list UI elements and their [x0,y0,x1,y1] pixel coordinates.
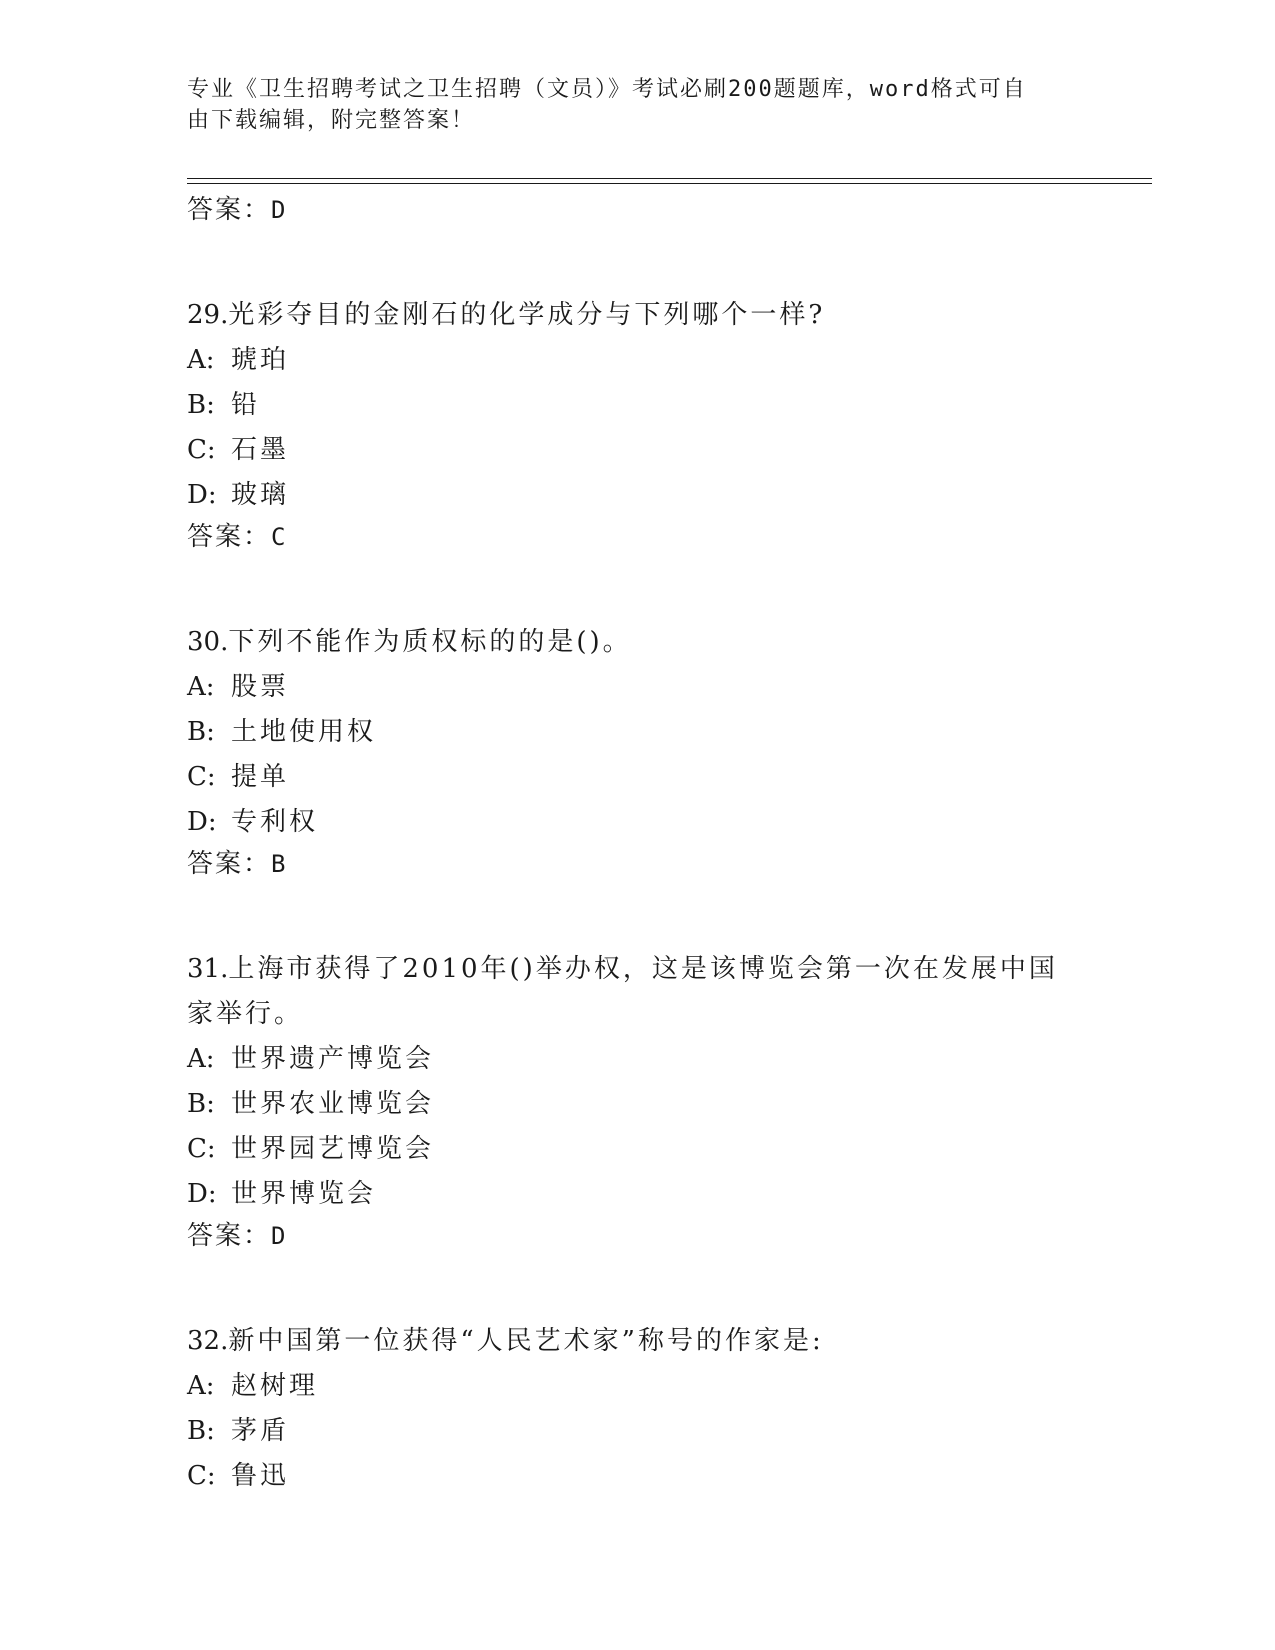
option-letter: D: [187,480,217,510]
option-letter: B: [187,390,215,420]
option-letter: A: [187,1371,215,1401]
option-text: 铅 [231,390,261,420]
option-letter: B: [187,1416,215,1446]
option-b [187,1409,1087,1454]
option-text: 世界遗产博览会 [231,1044,435,1074]
option-letter: C: [187,1461,216,1491]
option-a [187,665,1087,710]
option-b [187,710,1087,755]
option-letter: B: [187,1089,215,1119]
question-text: 上海市获得了2010年()举办权，这是该博览会第一次在发展中国家举行。 [187,954,1058,1029]
option-letter: B: [187,717,215,747]
answer-line [187,520,1087,554]
option-text: 鲁迅 [231,1461,290,1491]
answer-value: D [271,1222,288,1250]
answer-label: 答案： [187,849,272,879]
question-text: 光彩夺目的金刚石的化学成分与下列哪个一样? [228,300,826,330]
option-text: 茅盾 [231,1416,290,1446]
option-b [187,1082,1087,1127]
question-31 [187,947,1087,1253]
option-text: 琥珀 [231,345,290,375]
option-text: 股票 [231,672,290,702]
option-d [187,473,1087,518]
header-rule-top [187,178,1152,179]
document-header [187,74,1067,136]
question-list [187,193,1087,1499]
question-number: 30. [187,627,229,657]
header-rule-bottom [187,183,1152,184]
option-text: 世界园艺博览会 [231,1134,435,1164]
question-30 [187,620,1087,881]
question-stem [187,293,1067,338]
question-number: 31. [187,954,229,984]
option-letter: A: [187,345,215,375]
option-letter: A: [187,672,215,702]
option-text: 世界博览会 [231,1179,377,1209]
option-letter: D: [187,1179,217,1209]
question-stem [187,620,1067,665]
option-letter: D: [187,807,217,837]
answer-line [187,1219,1087,1253]
option-letter: C: [187,1134,216,1164]
question-stem [187,1319,1067,1364]
option-c [187,1127,1087,1172]
option-a [187,1364,1087,1409]
option-letter: A: [187,1044,215,1074]
answer-value: B [271,850,288,878]
answer-label: 答案： [187,1221,272,1251]
header-line-1: 专业《卫生招聘考试之卫生招聘（文员）》考试必刷200题题库，word格式可自 [187,77,1027,102]
answer-label: 答案： [187,195,272,225]
option-b [187,383,1087,428]
option-text: 专利权 [231,807,319,837]
question-29 [187,293,1087,554]
answer-value: D [271,196,288,224]
question-32 [187,1319,1087,1499]
option-text: 世界农业博览会 [231,1089,435,1119]
question-number: 29. [187,300,229,330]
question-stem [187,947,1067,1037]
previous-answer [187,193,1087,227]
option-text: 土地使用权 [231,717,377,747]
option-text: 石墨 [231,435,290,465]
option-d [187,800,1087,845]
option-c [187,428,1087,473]
option-text: 提单 [231,762,290,792]
option-letter: C: [187,435,216,465]
answer-line [187,847,1087,881]
question-text: 下列不能作为质权标的的是()。 [228,627,632,657]
option-d [187,1172,1087,1217]
option-text: 玻璃 [231,480,290,510]
option-letter: C: [187,762,216,792]
option-a [187,338,1087,383]
option-text: 赵树理 [231,1371,319,1401]
header-line-2: 由下载编辑，附完整答案！ [187,108,476,133]
question-text: 新中国第一位获得“人民艺术家”称号的作家是: [228,1326,824,1356]
question-number: 32. [187,1326,229,1356]
option-a [187,1037,1087,1082]
option-c [187,1454,1087,1499]
answer-value: C [271,523,288,551]
answer-label: 答案： [187,522,272,552]
option-c [187,755,1087,800]
